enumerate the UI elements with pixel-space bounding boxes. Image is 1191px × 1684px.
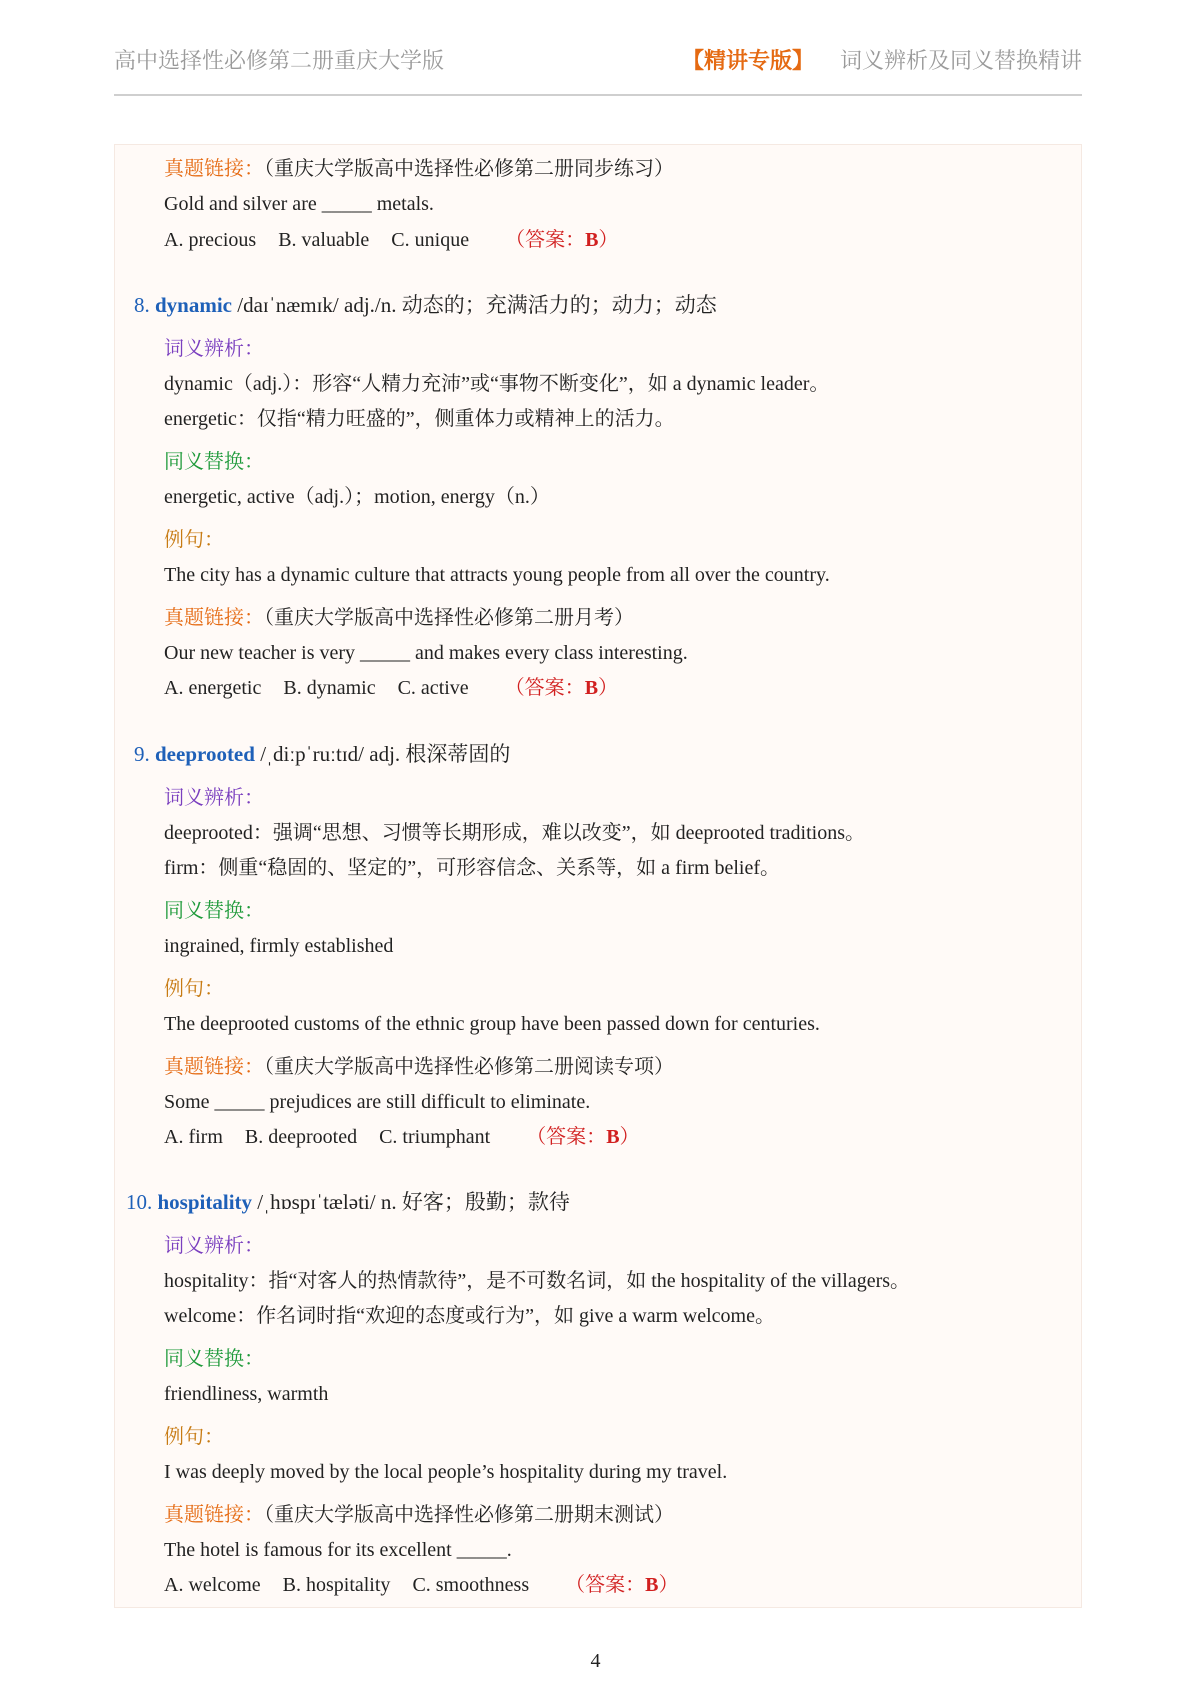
- ex-label: 例句：: [164, 978, 224, 1000]
- link-source: （重庆大学版高中选择性必修第二册同步练习）: [264, 158, 674, 180]
- edition-badge: 【精讲专版】: [681, 48, 814, 73]
- ex-label: 例句：: [164, 1426, 224, 1448]
- option-a: A. welcome: [164, 1574, 261, 1596]
- entry-definition: /ˌdiːpˈruːtɪd/ adj. 根深蒂固的: [254, 742, 511, 766]
- option-b: B. valuable: [278, 229, 370, 251]
- option-b: B. hospitality: [282, 1574, 391, 1596]
- link-label: 真题链接：: [164, 607, 264, 629]
- ex-sentence: The city has a dynamic culture that attracts young people from all over the country.: [164, 564, 830, 586]
- entry-word: dynamic: [155, 293, 233, 317]
- entry-heading: [134, 293, 717, 317]
- options: [164, 1573, 678, 1597]
- rep-label: 同义替换：: [164, 900, 264, 922]
- entry-number: 10.: [126, 1190, 153, 1214]
- section-title: 词义辨析及同义替换精讲: [839, 48, 1082, 73]
- header-right: [682, 44, 1082, 75]
- entry-definition: /daɪˈnæmɪk/ adj./n. 动态的；充满活力的；动力；动态: [232, 293, 717, 317]
- page-header: [114, 40, 1082, 96]
- syn-label: 词义辨析：: [164, 338, 264, 360]
- syn-line: firm：侧重“稳固的、坚定的”，可形容信念、关系等，如 a firm belief。: [164, 857, 781, 879]
- answer: （答案：B）: [526, 1126, 640, 1148]
- book-title: 高中选择性必修第二册重庆大学版: [114, 48, 445, 73]
- answer: （答案：B）: [504, 677, 619, 699]
- link-source: （重庆大学版高中选择性必修第二册月考）: [264, 607, 634, 629]
- option-c: C. unique: [391, 229, 470, 251]
- ex-sentence: I was deeply moved by the local people’s hospitality during my travel.: [164, 1461, 728, 1483]
- rep-line: energetic, active（adj.）；motion, energy（n.）: [164, 486, 550, 508]
- question: Our new teacher is very _____ and makes every class interesting.: [164, 642, 688, 664]
- entry-heading: [134, 742, 510, 766]
- rep-line: ingrained, firmly established: [164, 935, 394, 957]
- rep-label: 同义替换：: [164, 451, 264, 473]
- option-c: C. smoothness: [412, 1574, 530, 1596]
- syn-line: welcome：作名词时指“欢迎的态度或行为”，如 give a warm welcome。: [164, 1305, 775, 1327]
- link-source: （重庆大学版高中选择性必修第二册期末测试）: [264, 1504, 674, 1526]
- link-line: [164, 1055, 674, 1079]
- top-link-line: [164, 157, 674, 181]
- question: The hotel is famous for its excellent _____.: [164, 1539, 512, 1561]
- link-label: 真题链接：: [164, 158, 264, 180]
- entry-heading: [126, 1190, 570, 1214]
- option-a: A. firm: [164, 1126, 223, 1148]
- ex-label: 例句：: [164, 529, 224, 551]
- entry-number: 8.: [134, 293, 150, 317]
- rep-label: 同义替换：: [164, 1348, 264, 1370]
- link-label: 真题链接：: [164, 1056, 264, 1078]
- answer: （答案：B）: [565, 1574, 679, 1596]
- rep-line: friendliness, warmth: [164, 1383, 329, 1405]
- option-b: B. dynamic: [283, 677, 376, 699]
- option-a: A. precious: [164, 229, 257, 251]
- syn-label: 词义辨析：: [164, 1235, 264, 1257]
- entry-number: 9.: [134, 742, 150, 766]
- syn-line: energetic：仅指“精力旺盛的”，侧重体力或精神上的活力。: [164, 408, 675, 430]
- syn-line: deeprooted：强调“思想、习惯等长期形成，难以改变”，如 deeprooted traditions。: [164, 822, 865, 844]
- question: Some _____ prejudices are still difficult to eliminate.: [164, 1091, 591, 1113]
- options: [164, 1125, 640, 1149]
- entry-definition: /ˌhɒspɪˈtæləti/ n. 好客；殷勤；款待: [252, 1190, 570, 1214]
- option-c: C. triumphant: [379, 1126, 491, 1148]
- syn-label: 词义辨析：: [164, 787, 264, 809]
- entry-word: hospitality: [157, 1190, 253, 1214]
- syn-line: hospitality：指“对客人的热情款待”，是不可数名词，如 the hospitality of the villagers。: [164, 1270, 911, 1292]
- entry-word: deeprooted: [155, 742, 255, 766]
- options: [164, 676, 618, 700]
- link-source: （重庆大学版高中选择性必修第二册阅读专项）: [264, 1056, 674, 1078]
- top-options: [164, 228, 618, 252]
- option-a: A. energetic: [164, 677, 262, 699]
- page-number: 4: [590, 1650, 601, 1672]
- option-b: B. deeprooted: [244, 1126, 358, 1148]
- link-line: [164, 1503, 674, 1527]
- answer: （答案：B）: [505, 229, 619, 251]
- top-question: Gold and silver are _____ metals.: [164, 193, 434, 215]
- ex-sentence: The deeprooted customs of the ethnic group have been passed down for centuries.: [164, 1013, 820, 1035]
- link-line: [164, 606, 634, 630]
- syn-line: dynamic（adj.）：形容“人精力充沛”或“事物不断变化”，如 a dynamic leader。: [164, 373, 830, 395]
- link-label: 真题链接：: [164, 1504, 264, 1526]
- option-c: C. active: [397, 677, 469, 699]
